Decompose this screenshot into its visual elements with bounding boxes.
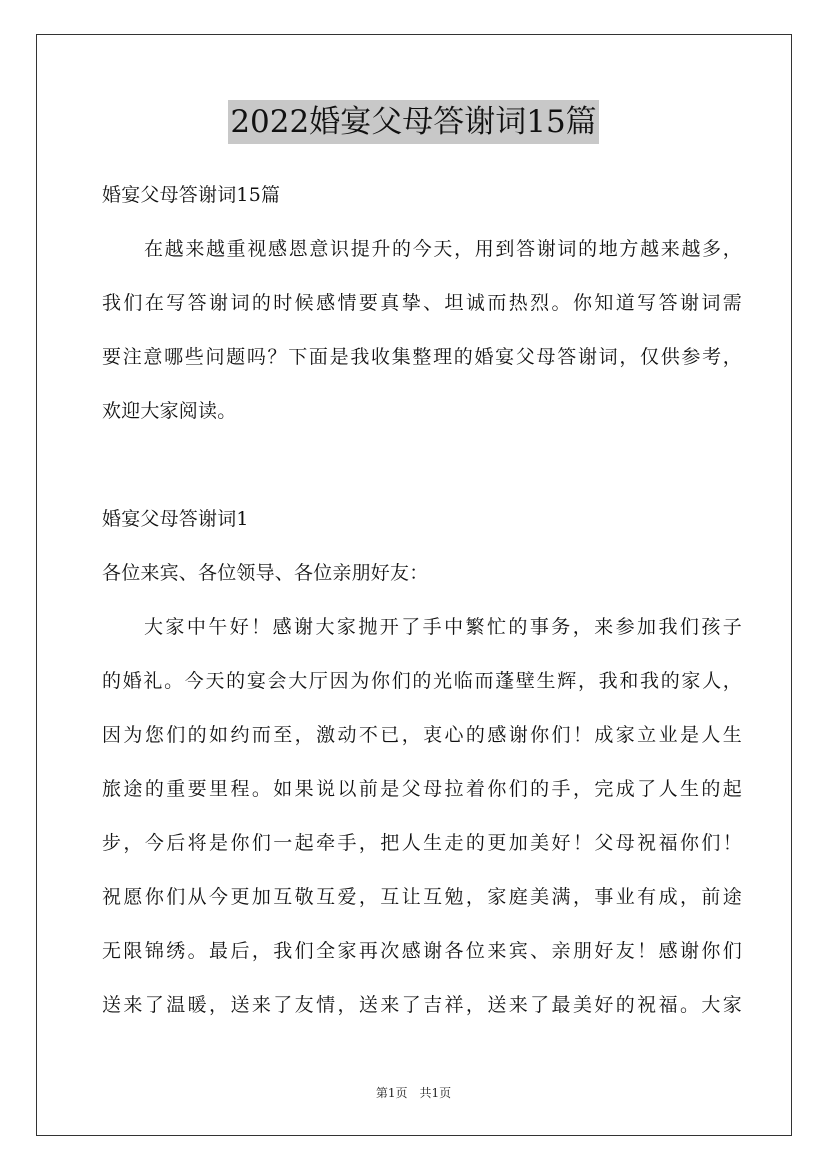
body-line: 因为您们的如约而至，激动不已，衷心的感谢你们！成家立业是人生 <box>102 724 742 746</box>
intro-heading: 婚宴父母答谢词15篇 <box>102 184 281 206</box>
body-line: 祝愿你们从今更加互敬互爱，互让互勉，家庭美满，事业有成，前途 <box>102 886 742 908</box>
page-footer: 第1页 共1页 <box>375 1086 452 1100</box>
section-heading: 婚宴父母答谢词1 <box>102 508 249 530</box>
body-line: 无限锦绣。最后，我们全家再次感谢各位来宾、亲朋好友！感谢你们 <box>102 940 742 962</box>
paragraph-gap <box>102 438 742 492</box>
body-line: 的婚礼。今天的宴会大厅因为你们的光临而蓬壁生辉，我和我的家人， <box>102 670 742 692</box>
body-line: 大家中午好！感谢大家抛开了手中繁忙的事务，来参加我们孩子 <box>144 616 742 638</box>
intro-line: 在越来越重视感恩意识提升的今天，用到答谢词的地方越来越多， <box>144 238 742 260</box>
salutation: 各位来宾、各位领导、各位亲朋好友： <box>102 562 429 584</box>
body-line: 步，今后将是你们一起牵手，把人生走的更加美好！父母祝福你们！ <box>102 832 742 854</box>
document-title: 2022婚宴父母答谢词15篇 <box>228 100 598 144</box>
body-line: 送来了温暖，送来了友情，送来了吉祥，送来了最美好的祝福。大家 <box>102 994 742 1016</box>
document-body <box>102 168 742 1032</box>
intro-line: 我们在写答谢词的时候感情要真挚、坦诚而热烈。你知道写答谢词需 <box>102 292 742 314</box>
body-line: 旅途的重要里程。如果说以前是父母拉着你们的手，完成了人生的起 <box>102 778 742 800</box>
intro-line: 欢迎大家阅读。 <box>102 400 237 422</box>
title-container <box>0 100 827 144</box>
intro-line: 要注意哪些问题吗？下面是我收集整理的婚宴父母答谢词，仅供参考， <box>102 346 742 368</box>
